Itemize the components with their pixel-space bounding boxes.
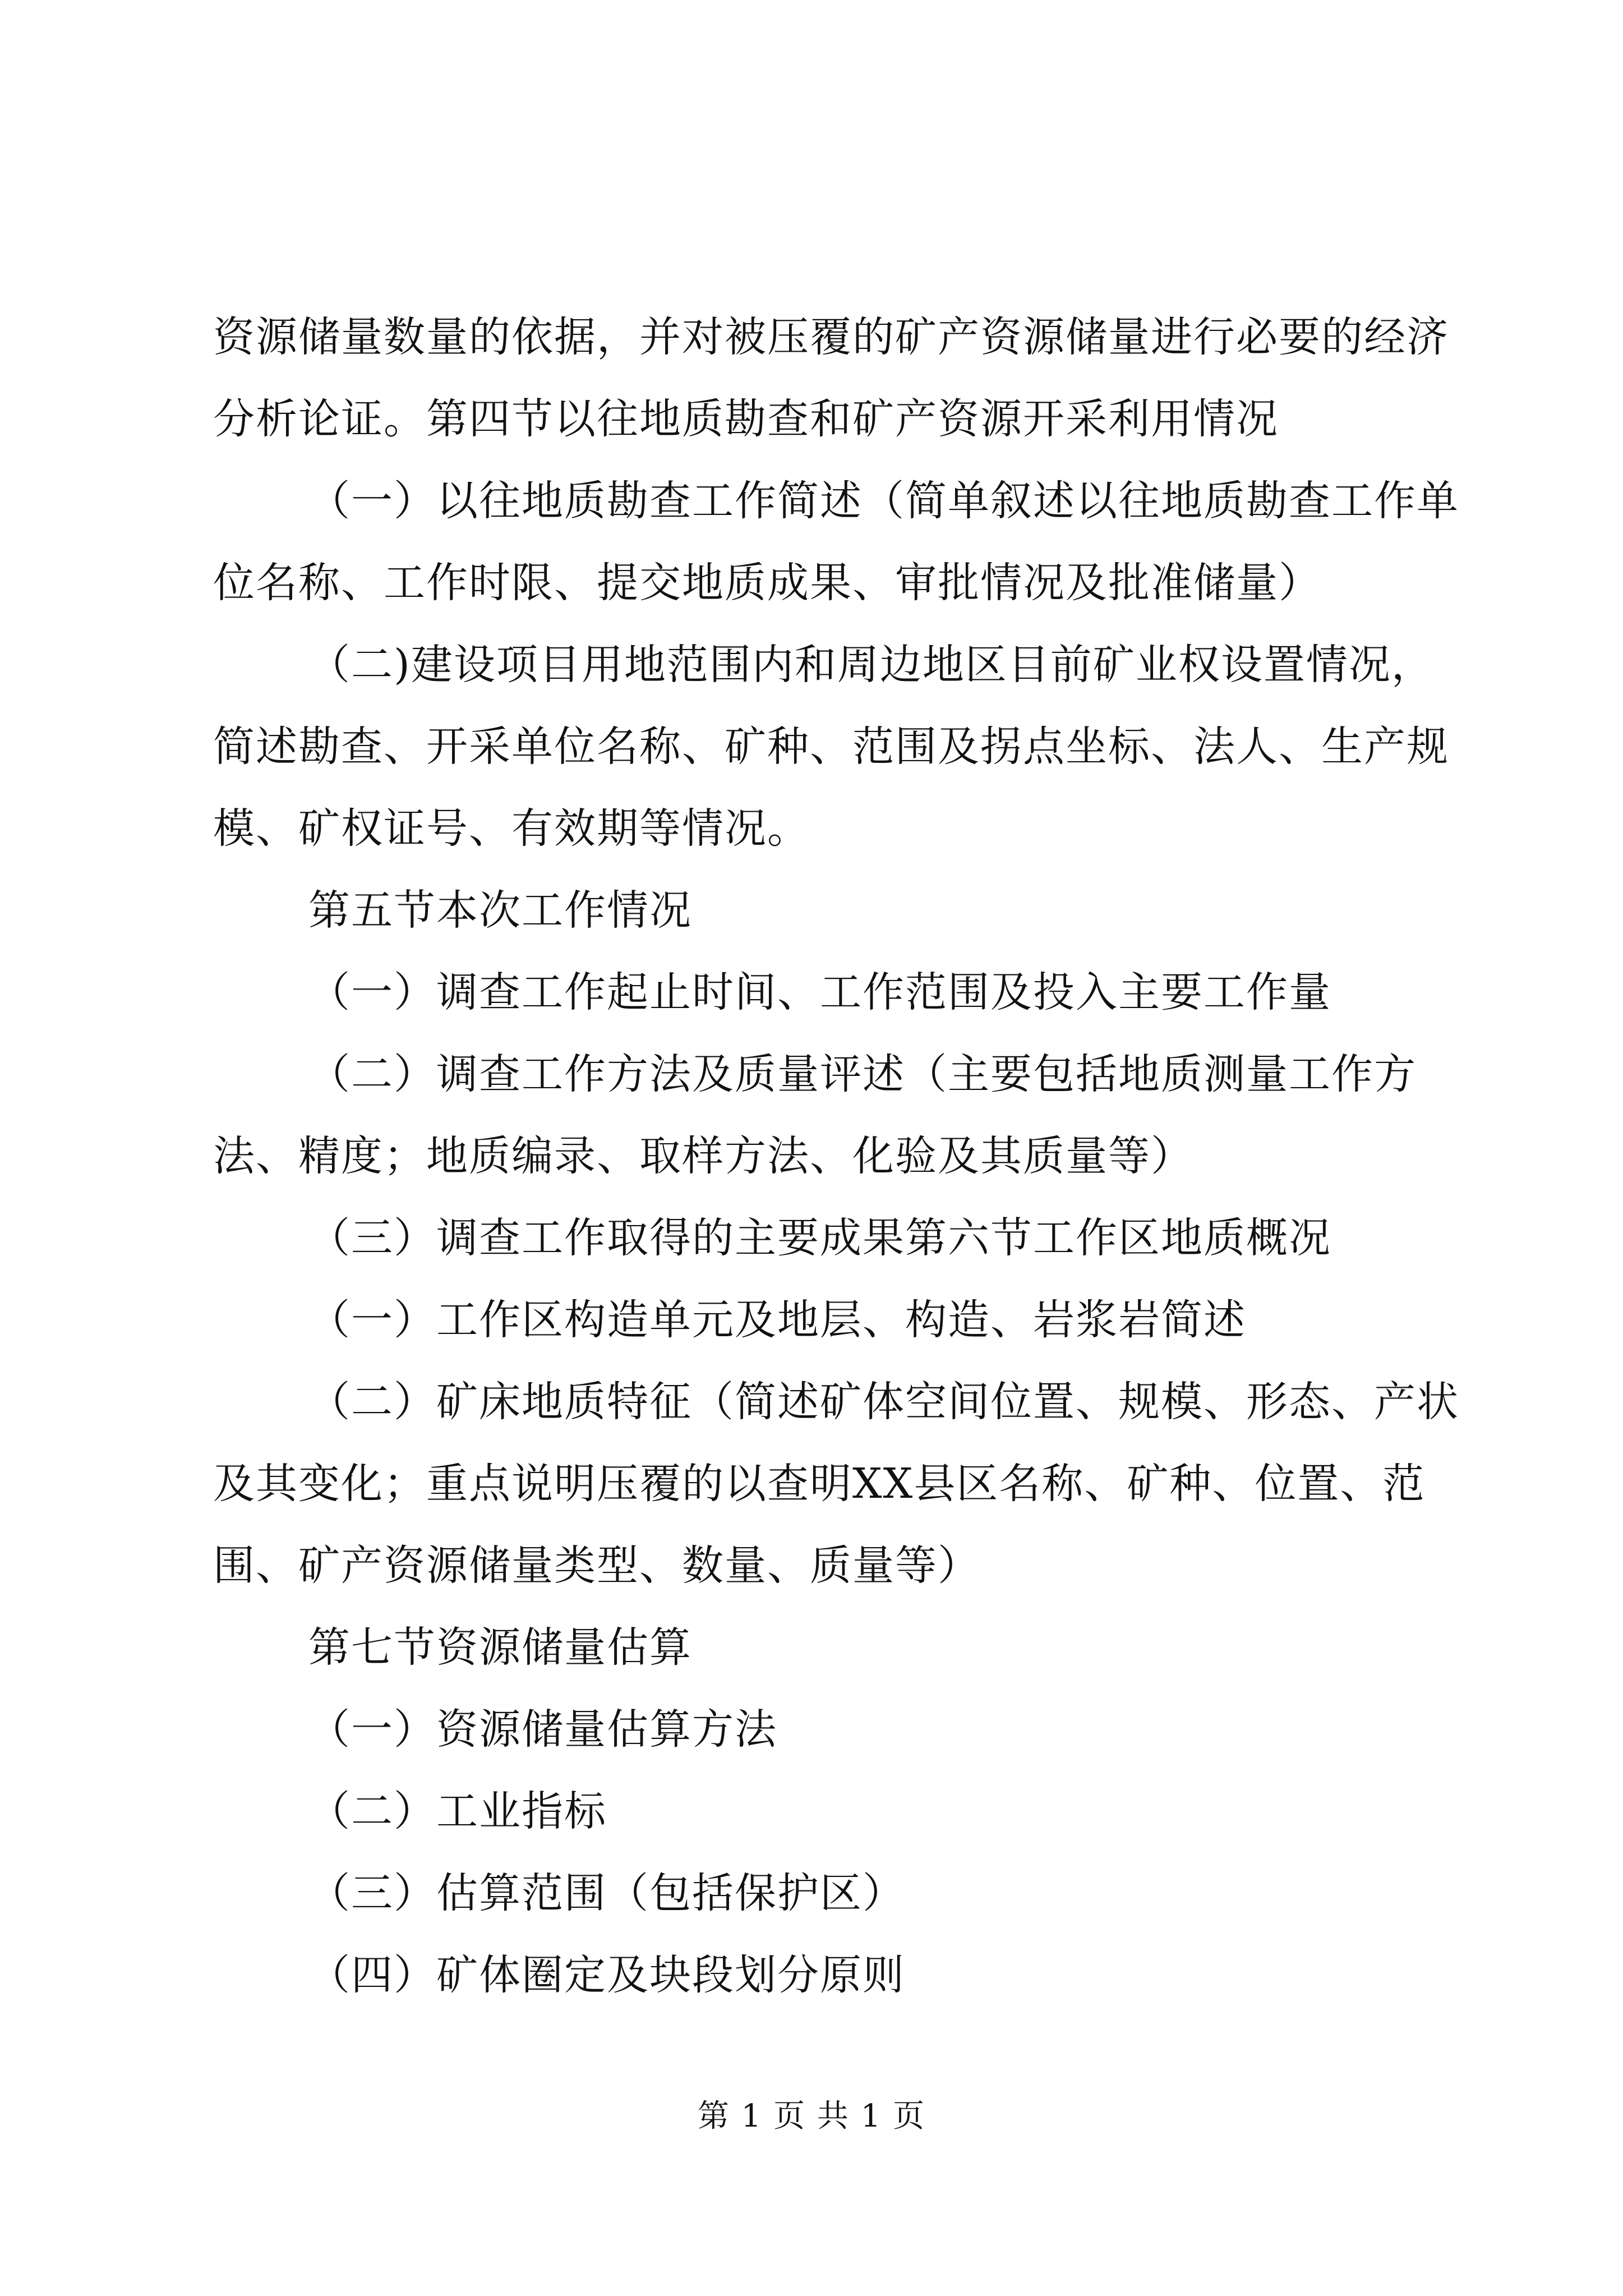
paragraph-7: （三）调查工作取得的主要成果第六节工作区地质概况 [308,1214,1331,1262]
document-body [213,296,1469,2016]
paragraph-9: （二）矿床地质特征（简述矿体空间位置、规模、形态、产状及其变化；重点说明压覆的以查明XX县区名称、矿种、位置、范围、矿产资源储量类型、数量、质量等） [213,1378,1459,1590]
paragraph-6: （二）调查工作方法及质量评述（主要包括地质测量工作方法、精度；地质编录、取样方法、化验及其质量等） [213,1050,1417,1180]
paragraph-12: （二）工业指标 [308,1787,607,1835]
paragraph-14: （四）矿体圈定及块段划分原则 [308,1951,905,1999]
paragraph-13: （三）估算范围（包括保护区） [308,1869,905,1917]
paragraph-11: （一）资源储量估算方法 [308,1705,777,1754]
paragraph-5: （一）调查工作起止时间、工作范围及投入主要工作量 [308,968,1331,1016]
paragraph-8: （一）工作区构造单元及地层、构造、岩浆岩简述 [308,1296,1246,1344]
section-heading-7: 第七节资源储量估算 [308,1623,692,1672]
paragraph-3: （二)建设项目用地范围内和周边地区目前矿业权设置情况，简述勘查、开采单位名称、矿种、范围及拐点坐标、法人、生产规模、矿权证号、有效期等情况。 [213,641,1449,853]
paragraph-1: 资源储量数量的依据，并对被压覆的矿产资源储量进行必要的经济分析论证。第四节以往地质勘查和矿产资源开采利用情况 [213,313,1449,443]
section-heading-5: 第五节本次工作情况 [308,886,692,935]
page-number-footer: 第 1 页 共 1 页 [697,2098,926,2134]
paragraph-2: （一）以往地质勘查工作简述（简单叙述以往地质勘查工作单位名称、工作时限、提交地质成果、审批情况及批准储量） [213,477,1459,607]
